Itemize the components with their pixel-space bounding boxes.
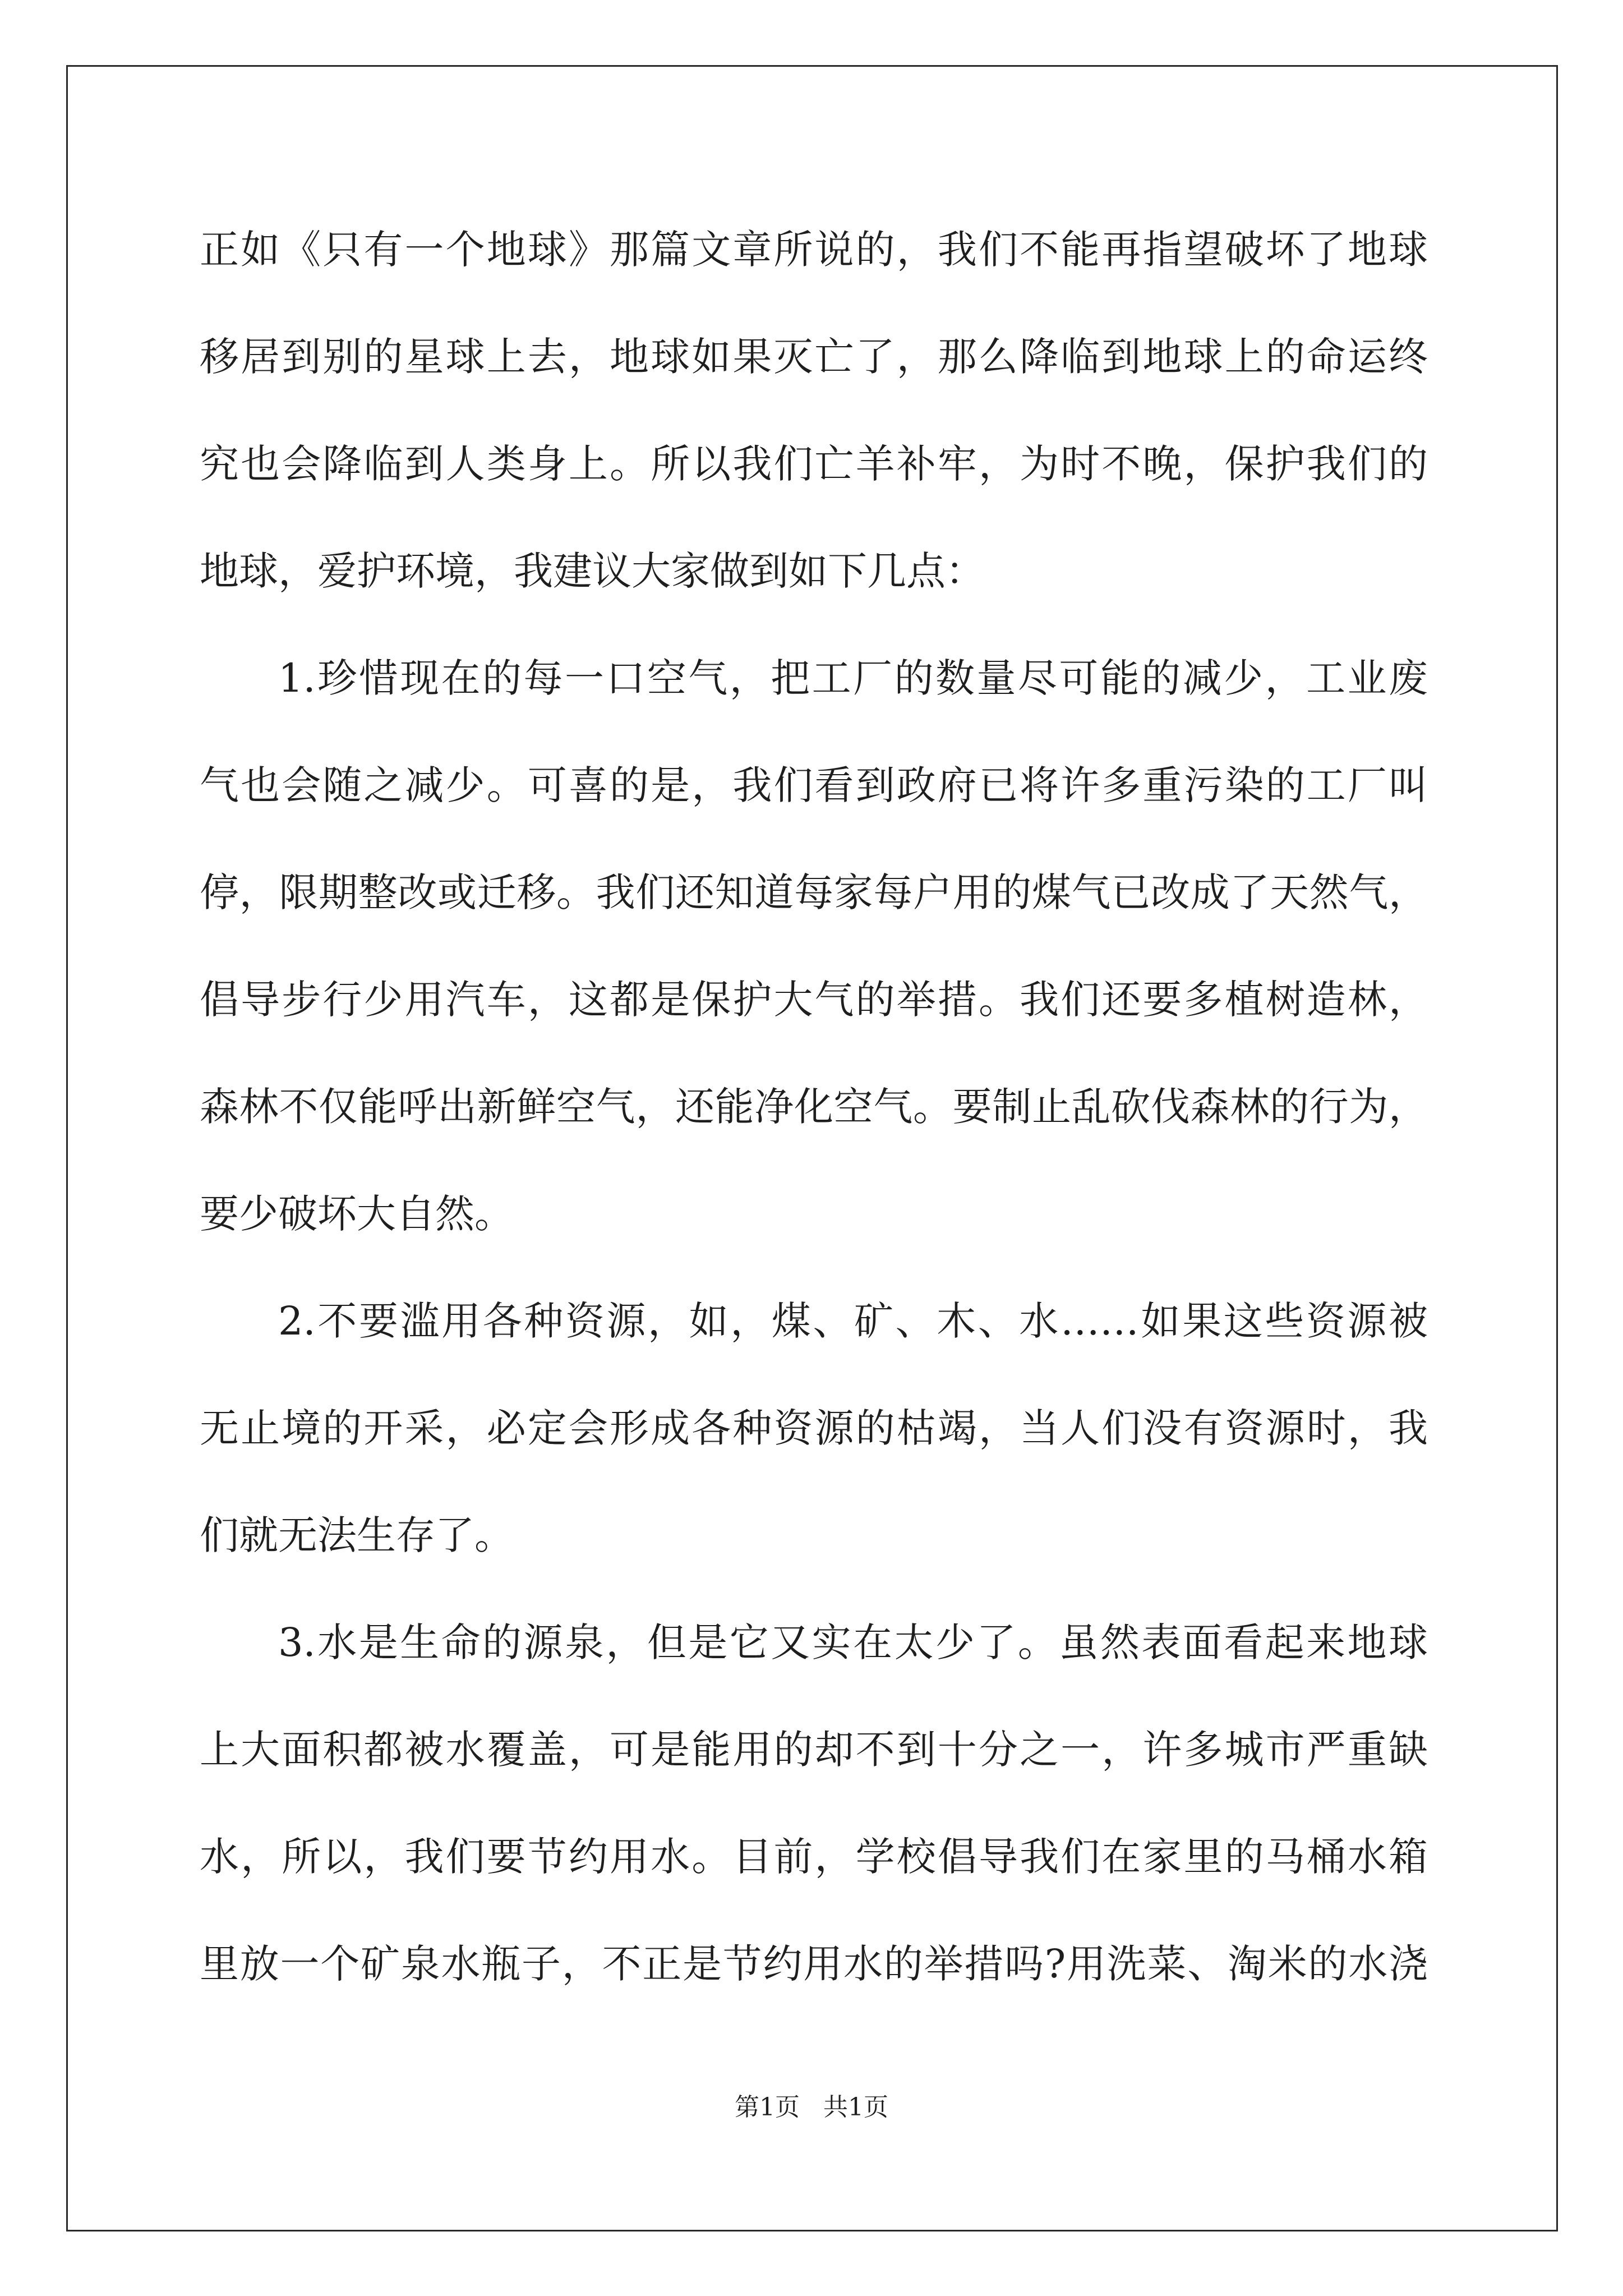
text-line: 正如《只有一个地球》那篇文章所说的，我们不能再指望破坏了地球 [200, 227, 1428, 273]
text-line: 停，限期整改或迁移。我们还知道每家每户用的煤气已改成了天然气， [200, 869, 1428, 915]
list-item-3-line: 3.水是生命的源泉，但是它又实在太少了。虽然表面看起来地球 [278, 1619, 1428, 1665]
page-footer: 第1页 共1页 [735, 2093, 888, 2122]
text-line: 上大面积都被水覆盖，可是能用的却不到十分之一，许多城市严重缺 [200, 1727, 1428, 1773]
text-line: 要少破坏大自然。 [200, 1191, 514, 1237]
text-line: 水，所以，我们要节约用水。目前，学校倡导我们在家里的马桶水箱 [200, 1834, 1428, 1880]
text-line: 地球，爱护环境，我建议大家做到如下几点： [200, 548, 985, 594]
text-line: 倡导步行少用汽车，这都是保护大气的举措。我们还要多植树造林， [200, 977, 1428, 1023]
list-item-2-line: 2.不要滥用各种资源，如，煤、矿、木、水……如果这些资源被 [278, 1298, 1428, 1344]
text-line: 里放一个矿泉水瓶子，不正是节约用水的举措吗?用洗菜、淘米的水浇 [200, 1941, 1428, 1987]
text-line: 森林不仅能呼出新鲜空气，还能净化空气。要制止乱砍伐森林的行为， [200, 1084, 1428, 1130]
text-line: 移居到别的星球上去，地球如果灭亡了，那么降临到地球上的命运终 [200, 334, 1428, 380]
text-line: 气也会随之减少。可喜的是，我们看到政府已将许多重污染的工厂叫 [200, 762, 1428, 808]
text-line: 们就无法生存了。 [200, 1512, 514, 1558]
text-line: 究也会降临到人类身上。所以我们亡羊补牢，为时不晚，保护我们的 [200, 441, 1428, 487]
list-item-1-line: 1.珍惜现在的每一口空气，把工厂的数量尽可能的减少，工业废 [278, 655, 1428, 701]
text-line: 无止境的开采，必定会形成各种资源的枯竭，当人们没有资源时，我 [200, 1405, 1428, 1451]
